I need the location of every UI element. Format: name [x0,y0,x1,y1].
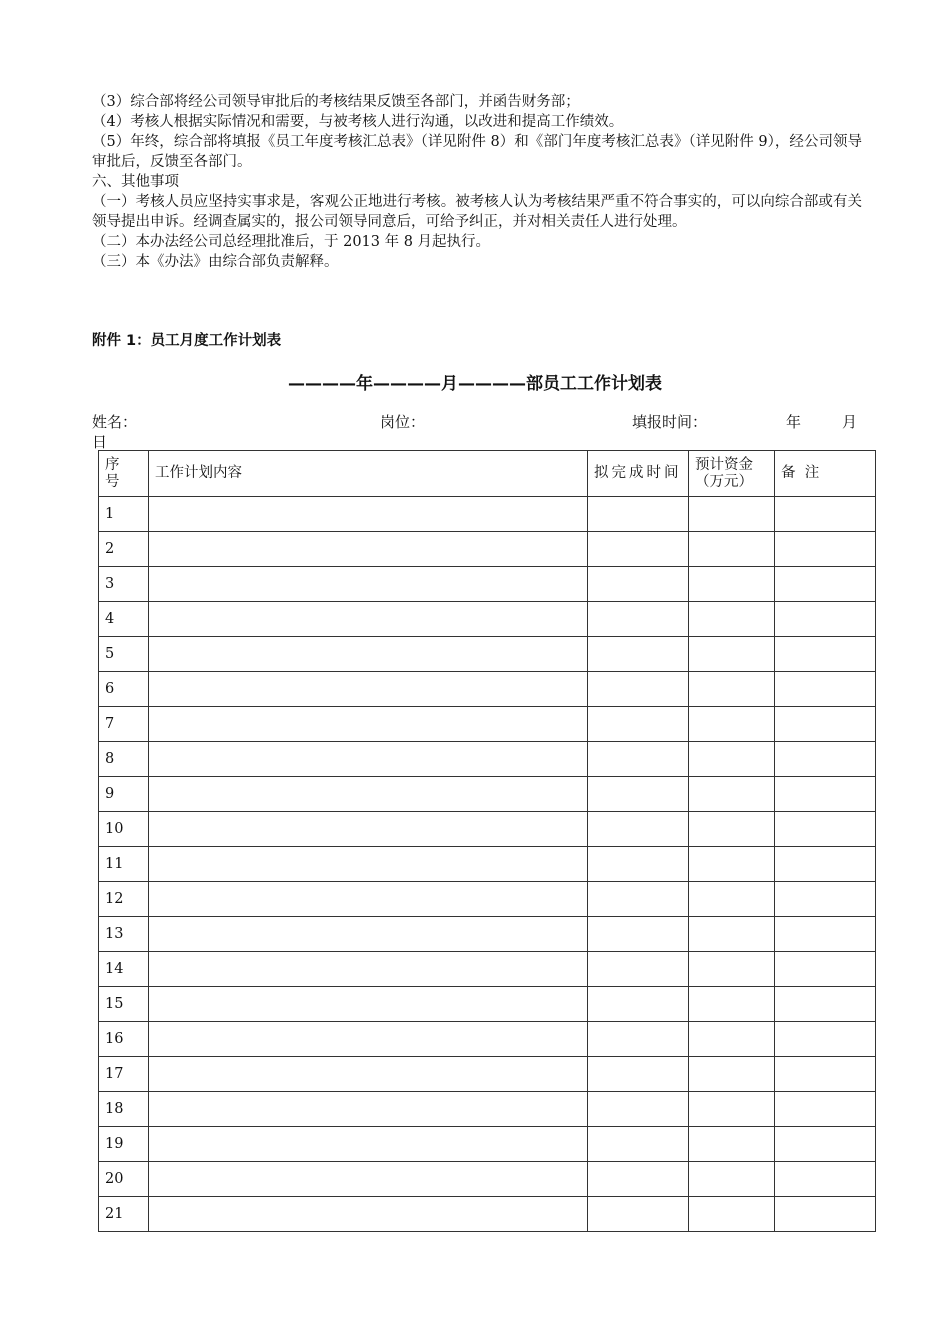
row-number-cell: 18 [99,1092,149,1127]
deadline-cell[interactable] [588,882,689,917]
table-row [99,672,876,707]
header-deadline: 拟完成时间 [588,451,689,497]
row-number-cell: 11 [99,847,149,882]
remarks-cell[interactable] [775,777,876,812]
remarks-cell[interactable] [775,1057,876,1092]
remarks-cell[interactable] [775,1162,876,1197]
paragraph: （一）考核人员应坚持实事求是，客观公正地进行考核。被考核人认为考核结果严重不符合事实的，可以向综合部或有关领导提出申诉。经调查属实的，报公司领导同意后，可给予纠正，并对相关责任人进行处理。 [92,194,862,230]
row-number-cell: 12 [99,882,149,917]
funds-cell[interactable] [689,777,775,812]
table-row [99,1197,876,1232]
work-content-cell[interactable] [149,847,588,882]
remarks-cell[interactable] [775,532,876,567]
table-row [99,952,876,987]
table-row [99,637,876,672]
table-row [99,777,876,812]
table-row [99,1092,876,1127]
table-row [99,847,876,882]
work-content-cell[interactable] [149,567,588,602]
deadline-cell[interactable] [588,1022,689,1057]
funds-cell[interactable] [689,812,775,847]
funds-cell[interactable] [689,882,775,917]
header-remarks: 备 注 [775,451,876,497]
deadline-cell[interactable] [588,742,689,777]
form-title: ————年————月————部员工工作计划表 [288,374,662,394]
deadline-cell[interactable] [588,952,689,987]
paragraph: （5）年终，综合部将填报《员工年度考核汇总表》（详见附件 8）和《部门年度考核汇总表》（详见附件 9），经公司领导审批后，反馈至各部门。 [92,134,862,170]
deadline-cell[interactable] [588,1057,689,1092]
work-content-cell[interactable] [149,1197,588,1232]
table-row [99,1057,876,1092]
work-content-cell[interactable] [149,672,588,707]
funds-cell[interactable] [689,987,775,1022]
remarks-cell[interactable] [775,567,876,602]
section-heading: 六、其他事项 [92,174,179,190]
header-seq: 序号 [99,451,149,497]
work-content-cell[interactable] [149,1127,588,1162]
deadline-cell[interactable] [588,1197,689,1232]
funds-cell[interactable] [689,742,775,777]
row-number-cell: 4 [99,602,149,637]
funds-cell[interactable] [689,672,775,707]
funds-cell[interactable] [689,1022,775,1057]
remarks-cell[interactable] [775,742,876,777]
row-number-cell: 1 [99,497,149,532]
table-row [99,1022,876,1057]
remarks-cell[interactable] [775,1092,876,1127]
table-row [99,987,876,1022]
work-content-cell[interactable] [149,1162,588,1197]
funds-cell[interactable] [689,1197,775,1232]
row-number-cell: 14 [99,952,149,987]
deadline-cell[interactable] [588,917,689,952]
remarks-cell[interactable] [775,952,876,987]
paragraph: （二）本办法经公司总经理批准后，于 2013 年 8 月起执行。 [92,234,491,250]
work-content-cell[interactable] [149,777,588,812]
table-row [99,742,876,777]
remarks-cell[interactable] [775,707,876,742]
remarks-cell[interactable] [775,847,876,882]
table-row [99,812,876,847]
row-number-cell: 20 [99,1162,149,1197]
work-content-cell[interactable] [149,637,588,672]
remarks-cell[interactable] [775,1022,876,1057]
fill-time-label: 填报时间： [632,413,708,431]
work-content-cell[interactable] [149,1022,588,1057]
deadline-cell[interactable] [588,1162,689,1197]
table-row [99,917,876,952]
deadline-cell[interactable] [588,847,689,882]
table-row [99,497,876,532]
table-row [99,567,876,602]
table-row [99,602,876,637]
table-row [99,1127,876,1162]
row-number-cell: 16 [99,1022,149,1057]
paragraph: （三）本《办法》由综合部负责解释。 [92,254,339,270]
remarks-cell[interactable] [775,1127,876,1162]
row-number-cell: 13 [99,917,149,952]
funds-cell[interactable] [689,917,775,952]
funds-cell[interactable] [689,497,775,532]
remarks-cell[interactable] [775,637,876,672]
day-label: 日 [92,433,108,451]
work-content-cell[interactable] [149,987,588,1022]
work-content-cell[interactable] [149,602,588,637]
deadline-cell[interactable] [588,637,689,672]
row-number-cell: 10 [99,812,149,847]
header-funds: 预计资金（万元） [689,451,775,497]
remarks-cell[interactable] [775,987,876,1022]
row-number-cell: 15 [99,987,149,1022]
row-number-cell: 7 [99,707,149,742]
remarks-cell[interactable] [775,882,876,917]
attachment-heading: 附件 1：员工月度工作计划表 [92,333,282,349]
paragraph: （3）综合部将经公司领导审批后的考核结果反馈至各部门，并函告财务部； [92,94,580,110]
work-content-cell[interactable] [149,497,588,532]
deadline-cell[interactable] [588,497,689,532]
remarks-cell[interactable] [775,497,876,532]
work-content-cell[interactable] [149,532,588,567]
remarks-cell[interactable] [775,672,876,707]
row-number-cell: 6 [99,672,149,707]
work-plan-table [98,450,876,1232]
funds-cell[interactable] [689,1057,775,1092]
funds-cell[interactable] [689,567,775,602]
work-content-cell[interactable] [149,1092,588,1127]
funds-cell[interactable] [689,1162,775,1197]
deadline-cell[interactable] [588,1127,689,1162]
body-text [92,92,862,272]
row-number-cell: 8 [99,742,149,777]
name-label: 姓名： [92,413,138,431]
table-row [99,882,876,917]
row-number-cell: 17 [99,1057,149,1092]
month-label: 月 [842,413,858,431]
work-content-cell[interactable] [149,952,588,987]
funds-cell[interactable] [689,1127,775,1162]
table-header-row [99,451,876,497]
work-content-cell[interactable] [149,742,588,777]
position-label: 岗位： [380,413,426,431]
deadline-cell[interactable] [588,707,689,742]
funds-cell[interactable] [689,952,775,987]
deadline-cell[interactable] [588,567,689,602]
deadline-cell[interactable] [588,1092,689,1127]
work-content-cell[interactable] [149,917,588,952]
header-content: 工作计划内容 [149,451,588,497]
deadline-cell[interactable] [588,602,689,637]
work-content-cell[interactable] [149,882,588,917]
remarks-cell[interactable] [775,602,876,637]
row-number-cell: 9 [99,777,149,812]
table-row [99,707,876,742]
row-number-cell: 2 [99,532,149,567]
funds-cell[interactable] [689,1092,775,1127]
work-content-cell[interactable] [149,1057,588,1092]
deadline-cell[interactable] [588,672,689,707]
remarks-cell[interactable] [775,1197,876,1232]
remarks-cell[interactable] [775,917,876,952]
paragraph: （4）考核人根据实际情况和需要，与被考核人进行沟通，以改进和提高工作绩效。 [92,114,624,130]
deadline-cell[interactable] [588,987,689,1022]
funds-cell[interactable] [689,602,775,637]
row-number-cell: 5 [99,637,149,672]
work-content-cell[interactable] [149,707,588,742]
deadline-cell[interactable] [588,532,689,567]
funds-cell[interactable] [689,707,775,742]
funds-cell[interactable] [689,532,775,567]
row-number-cell: 19 [99,1127,149,1162]
row-number-cell: 21 [99,1197,149,1232]
deadline-cell[interactable] [588,777,689,812]
row-number-cell: 3 [99,567,149,602]
deadline-cell[interactable] [588,812,689,847]
remarks-cell[interactable] [775,812,876,847]
year-label: 年 [786,413,802,431]
funds-cell[interactable] [689,847,775,882]
work-content-cell[interactable] [149,812,588,847]
funds-cell[interactable] [689,637,775,672]
table-row [99,1162,876,1197]
table-row [99,532,876,567]
